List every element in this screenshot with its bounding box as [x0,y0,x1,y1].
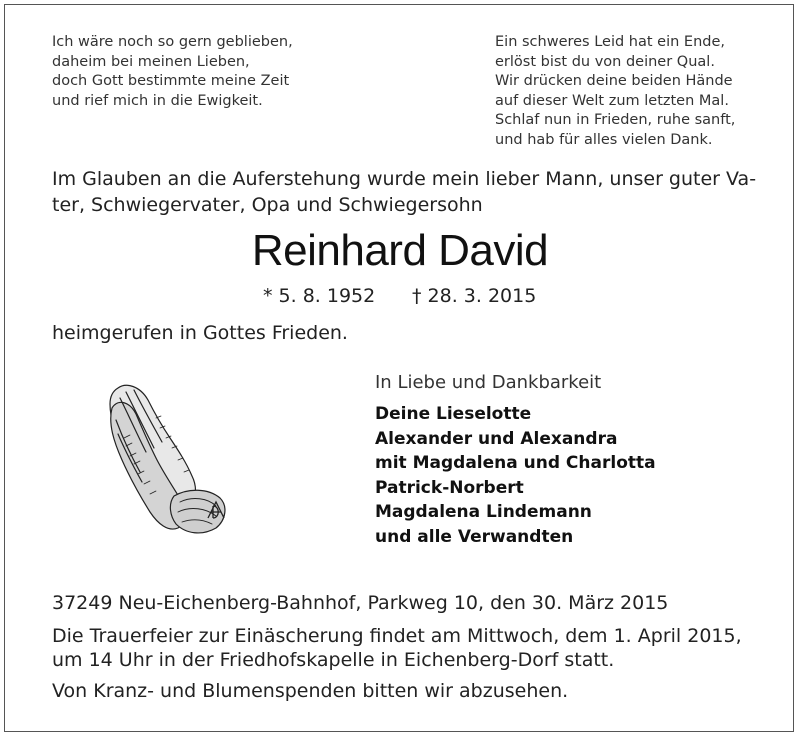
family-member: und alle Verwandten [375,526,574,547]
death-date: † 28. 3. 2015 [412,285,537,307]
poem-line: Schlaf nun in Frieden, ruhe sanft, [495,112,736,128]
deceased-name: Reinhard David [251,226,549,275]
poem-line: und hab für alles vielen Dank. [495,131,713,148]
poem-line: erlöst bist du von deiner Qual. [495,53,715,70]
family-member: Deine Lieselotte [375,404,532,424]
family-list [375,402,656,549]
called-home-text: heimgerufen in Gottes Frieden. [52,322,348,344]
service-line: um 14 Uhr in der Friedhofskapelle in Eichenberg-Dorf statt. [52,649,615,671]
poem-line: doch Gott bestimmte meine Zeit [52,73,290,89]
intro-line: ter, Schwiegervater, Opa und Schwiegersohn [52,194,483,216]
service-line: Die Trauerfeier zur Einäscherung findet am Mittwoch, dem 1. April 2015, [52,625,742,647]
poem-line: Wir drücken deine beiden Hände [495,73,733,89]
intro-line: Im Glauben an die Auferstehung wurde mein lieber Mann, unser guter Va- [52,168,757,190]
birth-date: * 5. 8. 1952 [263,285,376,307]
address-line: 37249 Neu-Eichenberg-Bahnhof, Parkweg 10, den 30. März 2015 [52,592,669,614]
poem-right [495,33,735,150]
intro-text [52,166,757,218]
thanks-text: In Liebe und Dankbarkeit [375,372,602,393]
family-member: mit Magdalena und Charlotta [375,453,656,473]
flowers-note: Von Kranz- und Blumenspenden bitten wir abzusehen. [52,680,569,702]
poem-line: daheim bei meinen Lieben, [52,53,250,70]
family-member: Magdalena Lindemann [375,502,592,522]
poem-line: auf dieser Welt zum letzten Mal. [495,92,729,109]
poem-line: Ein schweres Leid hat ein Ende, [495,34,726,50]
poem-line: Ich wäre noch so gern geblieben, [52,34,293,50]
family-member: Alexander und Alexandra [375,428,618,449]
poem-line: und rief mich in die Ewigkeit. [52,92,263,109]
praying-hands-icon [96,378,236,550]
poem-left [52,33,293,111]
family-member: Patrick-Norbert [375,477,524,498]
